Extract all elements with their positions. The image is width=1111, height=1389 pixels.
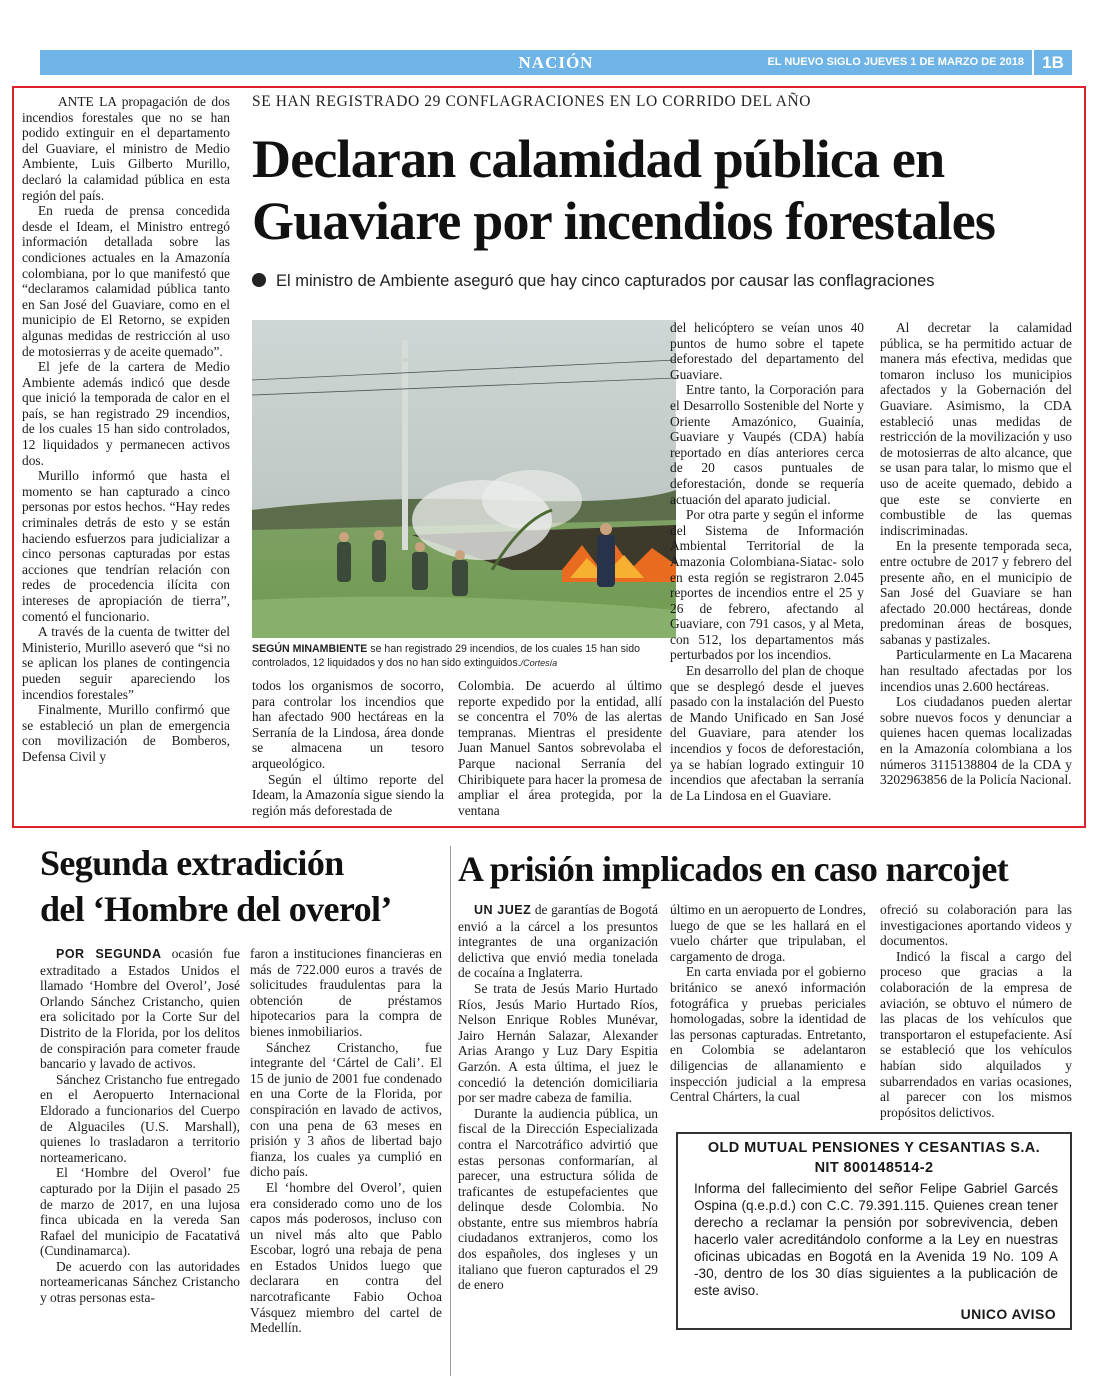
- column-divider: [450, 846, 451, 1376]
- story2-headline-line2: del ‘Hombre del overol’: [40, 889, 392, 929]
- paragraph: Según el último reporte del Ideam, la Amazonía sigue siendo la región más deforestada de: [252, 771, 444, 818]
- bullet-icon: [252, 273, 266, 287]
- paragraph: En rueda de prensa concedida desde el Ideam, el Ministro entregó información detallada sobre las condiciones actuales en la Amazonía colombiana, por lo que manifestó que “declaramos calamidad pública tanto en San José del Guaviare, como en el municipio de El Retorno, se expiden algunas medidas de restricción al uso de motosierras y de aceite quemado”.: [22, 203, 230, 359]
- paragraph: todos los organismos de socorro, para controlar los incendios que han afectado 900 hectáreas en la Serranía de la Lindosa, área donde se almacena un tesoro arqueológico.: [252, 678, 444, 771]
- paragraph: ANTE LA propagación de dos incendios forestales que no se han podido extinguir en el departamento del Guaviare, el ministro de Medio Ambiente, Luis Gilberto Murillo, declaró la calamidad pública en esta región del país.: [22, 94, 230, 203]
- notice-nit: NIT 800148514-2: [814, 1160, 934, 1176]
- paragraph: Particularmente en La Macarena han resultado afectadas por los incendios unas 2.600 hectáreas.: [880, 647, 1072, 694]
- story3-first-text: de garantías de Bogotá envió a la cárcel a los presuntos integrantes de una organización delictiva que envió media tonelada de cocaína a Inglaterra.: [458, 902, 658, 981]
- main-summary: [252, 272, 935, 291]
- photo-credit: /Cortesía: [520, 658, 558, 668]
- notice-signature: UNICO AVISO: [960, 1306, 1056, 1322]
- paragraph: Colombia. De acuerdo al último reporte expedido por la entidad, allí se concentra el 70% de las alertas tempranas. Mientras el presidente Juan Manuel Santos sobrevolaba el Parque nacional Serranía del Chiribiquete para hacer la promesa de ampliar el área protegida, por la ventana: [458, 678, 662, 818]
- story3-column-3: [880, 902, 1072, 1124]
- paragraph: Por otra parte y según el informe del Sistema de Información Ambiental Territorial de la Amazonia Colombiana-Siatac- solo en esta región se registraron 2.045 reportes de incendios entre el 25 y 26 de febrero, afectando al Guaviare, con 791 casos, y al Meta, con 512, los departamentos más perturbados por los incendios.: [670, 507, 864, 663]
- paragraph: del helicóptero se veían unos 40 puntos de humo sobre el tapete deforestado del departamento del Guaviare.: [670, 320, 864, 382]
- paragraph: último en un aeropuerto de Londres, luego de que se les hallará en el vuelo chárter que tripulaban, el cargamento de droga.: [670, 902, 866, 964]
- main-kicker: SE HAN REGISTRADO 29 CONFLAGRACIONES EN LO CORRIDO DEL AÑO: [252, 93, 812, 110]
- paragraph: En desarrollo del plan de choque que se desplegó desde el jueves pasado con la instalación del Puesto de Mando Unificado en San José del Guaviare, para atender los incendios y focos de deforestación, ya se habían logrado extinguir 10 incendios que afectaban la serranía de La Lindosa en el Guaviare.: [670, 663, 864, 803]
- paragraph: Se trata de Jesús Mario Hurtado Ríos, Jesús Mario Hurtado Ríos, Nelson Enrique Robles Munévar, Jairo Hernán Salazar, Alexander Arias Arango y Luz Dary Espitia Garzón. A esta última, el juez le concedió la detención domiciliaria por ser madre cabeza de familia.: [458, 980, 658, 1106]
- paragraph: En carta enviada por el gobierno británico se anexó información fotográfica y pruebas periciales homologadas, sobre la identidad de las personas capturadas. Entretanto, en Colombia se adelantaron diligencias de allanamiento e inspección judicial a la empresa Central Chárters, la cual: [670, 964, 866, 1105]
- paragraph: En la presente temporada seca, entre octubre de 2017 y febrero del presente año, en el municipio de San José del Guaviare se han afectado 20.000 hectáreas, donde predominan áreas de bosques, sabanas y pastizales.: [880, 538, 1072, 647]
- main-column-2: [252, 678, 444, 818]
- notice-body: Informa del fallecimiento del señor Felipe Gabriel Garcés Ospina (q.e.p.d.) con C.C. 79.391.115. Quienes crean tener derecho a reclamar la pensión por sobrevivencia, deben hacerlo valer acreditándolo conforme a la Ley en nuestras oficinas ubicadas en Bogotá en la Avenida 19 No. 109 A -30, dentro de los 30 días siguientes a la publicación de este aviso.: [694, 1181, 1058, 1298]
- notice-title: OLD MUTUAL PENSIONES Y CESANTIAS S.A.: [707, 1140, 1041, 1156]
- paragraph: Entre tanto, la Corporación para el Desarrollo Sostenible del Norte y Oriente Amazónico, Guainía, Guaviare y Vaupés (CDA) había reportado en días anteriores cerca de 20 casos puntuales de deforestación, donde se requería actuación del aparato judicial.: [670, 382, 864, 507]
- legal-notice-box: [676, 1132, 1072, 1330]
- story3-lead: UN JUEZ: [474, 903, 532, 917]
- paragraph: Sánchez Cristancho fue entregado en el Aeropuerto Internacional Eldorado a funcionarios del Cuerpo de Alguaciles (U.S. Marshall), quienes lo trasladaron a territorio norteamericano.: [40, 1071, 240, 1165]
- wildfire-photo-illustration: [252, 320, 676, 638]
- paragraph: A través de la cuenta de twitter del Ministerio, Murillo aseveró que “si no se aplican los planes de contingencia pueden seguir apareciendo los incendios forestales”: [22, 624, 230, 702]
- paragraph: Al decretar la calamidad pública, se ha permitido actuar de manera más efectiva, medidas que tomaron incluso los municipios afectados y la Gobernación del Guaviare. Asimismo, la CDA estableció unas medidas de restricción de la movilización y uso de motosierras de alto alcance, que se usan para talar, lo mismo que el uso de aceite quemado, debido a que este se convierte en combustible de las quemas indiscriminadas.: [880, 320, 1072, 538]
- story3-column-2: [670, 902, 866, 1124]
- paragraph: Los ciudadanos pueden alertar sobre nuevos focos y denunciar a quienes hacen quemas localizadas en la Amazonía colombiana a los números 3115138804 de la CDA y 3202963856 de la Policía Nacional.: [880, 694, 1072, 788]
- news-photo: [252, 320, 676, 638]
- paragraph: Sánchez Cristancho, fue integrante del ‘Cártel de Cali’. El 15 de junio de 2001 fue condenado en una Corte de la Florida, por conspiración en lavado de activos, con una pena de 63 meses en prisión y 3 años de libertad bajo fianza, los cuales ya cumplió en dicho país.: [250, 1039, 442, 1180]
- main-column-5: [880, 320, 1072, 820]
- summary-text: El ministro de Ambiente aseguró que hay cinco capturados por causar las conflagraciones: [276, 272, 935, 290]
- main-column-4: [670, 320, 864, 820]
- paragraph: El ‘Hombre del Overol’ fue capturado por la Dijin el pasado 25 de marzo de 2017, en una lujosa finca ubicada en la vereda San Rafael del municipio de Facatativá (Cundinamarca).: [40, 1165, 240, 1259]
- section-header-bar: [40, 50, 1072, 75]
- paragraph: De acuerdo con las autoridades norteamericanas Sánchez Cristancho y otras personas esta-: [40, 1258, 240, 1306]
- paragraph: Murillo informó que hasta el momento se han capturado a cinco personas por estos hechos. “Hay redes criminales detrás de esto y se están haciendo esfuerzos para judicializar a cinco personas capturadas por estas acciones que tendrían relación con redes de procedencia ilícita con intereses de apropiación de tierra”, comentó el funcionario.: [22, 468, 230, 624]
- story2-column-2: [250, 946, 442, 1382]
- paragraph: Finalmente, Murillo confirmó que se estableció un plan de emergencia con movilización de Bomberos, Defensa Civil y: [22, 702, 230, 764]
- paragraph: Durante la audiencia pública, un fiscal de la Dirección Especializada contra el Narcotráfico advirtió que estas personas conformarían, al parecer, una estructura sólida de traficantes de estupefacientes que delinque desde Colombia. No obstante, entre sus miembros habría ciudadanos extranjeros, como los dos españoles, dos ingleses y un italiano que fueron capturados el 29 de enero: [458, 1105, 658, 1293]
- paragraph: [458, 902, 658, 981]
- paragraph: [40, 946, 240, 1072]
- main-headline: Declaran calamidad pública en Guaviare por incendios forestales: [252, 129, 996, 251]
- edition-date: EL NUEVO SIGLO JUEVES 1 DE MARZO DE 2018: [767, 56, 1024, 68]
- main-column-3: [458, 678, 662, 818]
- story2-lead: POR SEGUNDA: [56, 947, 162, 961]
- story2-column-1: [40, 946, 240, 1382]
- page-number: 1B: [1032, 50, 1072, 75]
- paragraph: ofreció su colaboración para las investigaciones aportando videos y documentos.: [880, 902, 1072, 949]
- story2-first-text: ocasión fue extraditado a Estados Unidos el llamado ‘Hombre del Overol’, José Orlando Sánchez Cristancho, quien era solicitado por la Corte Sur del Distrito de la Florida, por los delitos de conspiración para cometer fraude bancario y lavado de activos.: [40, 946, 240, 1072]
- photo-caption: [252, 642, 676, 670]
- paragraph: faron a instituciones financieras en más de 722.000 euros a través de solicitudes fraudulentas para la obtención de préstamos hipotecarios para la compra de bienes inmobiliarios.: [250, 946, 442, 1039]
- paragraph: El ‘hombre del Overol’, quien era considerado como uno de los capos más poderosos, incluso con un nivel más alto que Pablo Escobar, logró una rebaja de pena en Estados Unidos luego que declarara en contra del narcotraficante Fabio Ochoa Vásquez miembro del cartel de Medellín.: [250, 1179, 442, 1336]
- caption-text: se han registrado 29 incendios, de los cuales 15 han sido controlados, 12 liquidados y dos no han sido extinguidos.: [252, 643, 641, 669]
- story3-column-1: [458, 902, 658, 1380]
- section-name: NACIÓN: [518, 53, 594, 72]
- story2-headline-line1: Segunda extradición: [40, 843, 344, 883]
- paragraph: El jefe de la cartera de Medio Ambiente además indicó que desde que inició la temporada de calor en el país, se han registrado 29 incendios, de los cuales 15 han sido controlados, 12 liquidados y permanecen activos dos.: [22, 359, 230, 468]
- story2-headline: [40, 840, 450, 932]
- main-column-1: [22, 94, 230, 820]
- paragraph: Indicó la fiscal a cargo del proceso que gracias a la colaboración de la empresa de aviación, se obtuvo el número de las placas de los vehículos que transportaron el estupefaciente. Así se estableció que los vehículos habían sido alquilados y subarrendados en varias ocasiones, al parecer con los mismos propósitos delictivos.: [880, 948, 1072, 1120]
- caption-lead: SEGÚN MINAMBIENTE: [252, 643, 368, 655]
- story3-headline: A prisión implicados en caso narcojet: [458, 849, 1009, 889]
